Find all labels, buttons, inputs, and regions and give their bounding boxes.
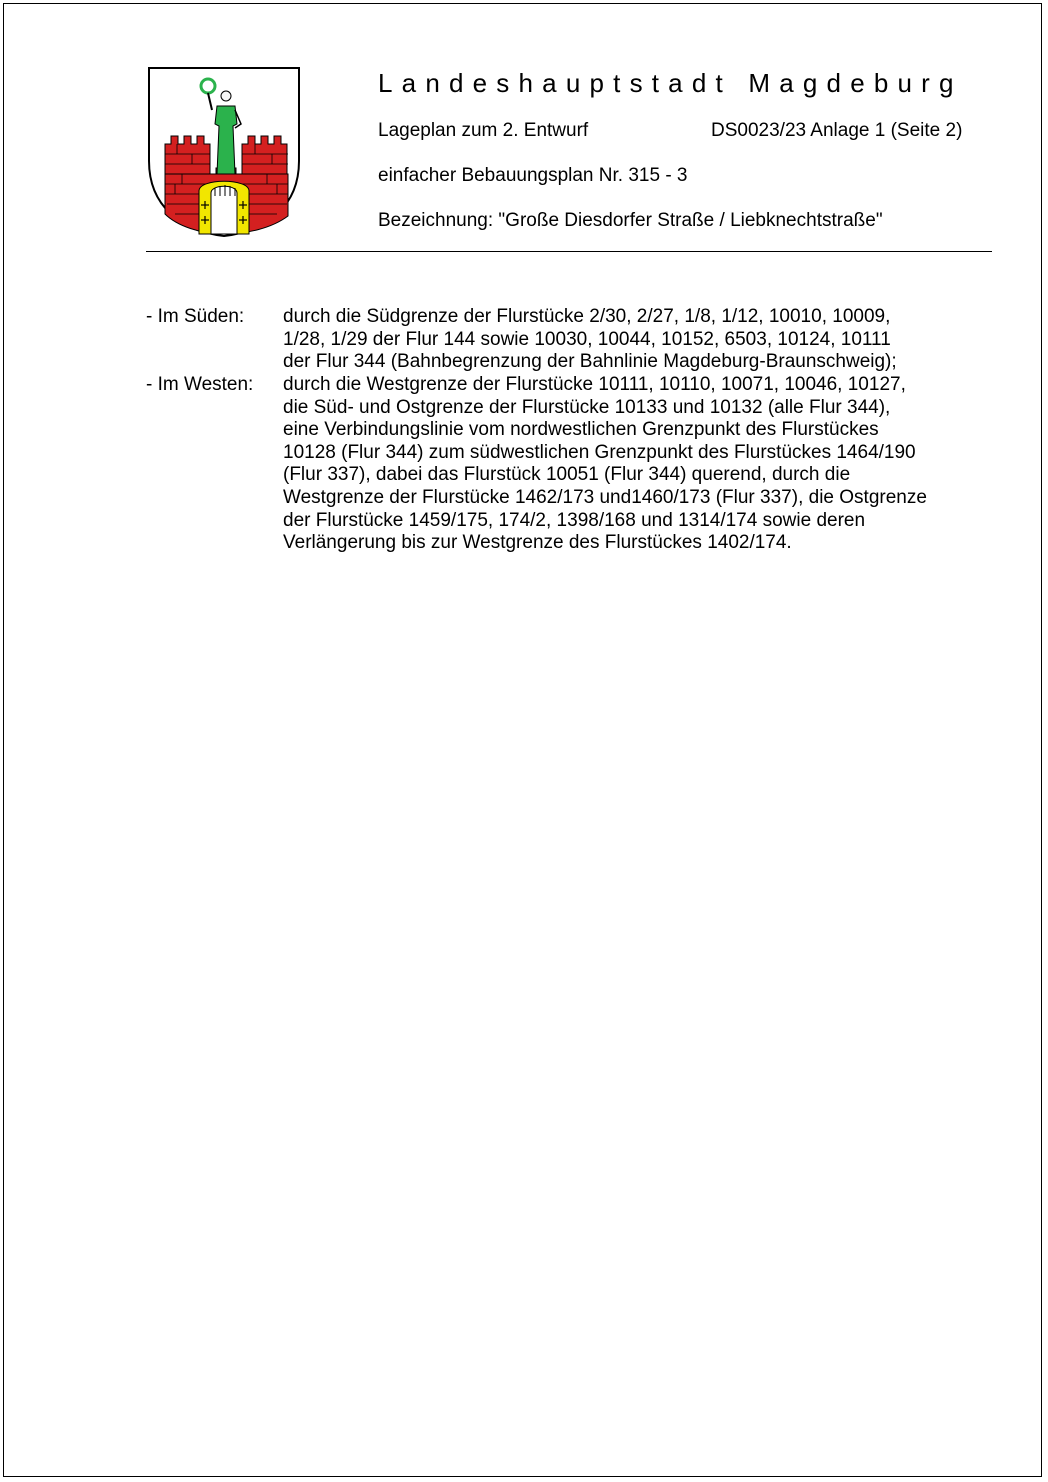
text-line: Westgrenze der Flurstücke 1462/173 und1460/173 (Flur 337), die Ostgrenze xyxy=(283,486,927,508)
city-title: Landeshauptstadt Magdeburg xyxy=(378,68,963,98)
section-label: - Im Süden: xyxy=(146,306,245,327)
text-line: der Flur 344 (Bahnbegrenzung der Bahnlinie Magdeburg-Braunschweig); xyxy=(283,351,897,373)
text-line: die Süd- und Ostgrenze der Flurstücke 10133 und 10132 (alle Flur 344), xyxy=(283,396,891,418)
header-divider xyxy=(146,251,992,252)
text-line: (Flur 337), dabei das Flurstück 10051 (Flur 344) querend, durch die xyxy=(283,464,851,486)
text-line: 1/28, 1/29 der Flur 144 sowie 10030, 10044, 10152, 6503, 10124, 10111 xyxy=(283,328,891,350)
text-line: durch die Südgrenze der Flurstücke 2/30, 2/27, 1/8, 1/12, 10010, 10009, xyxy=(283,306,891,327)
section-label: - Im Westen: xyxy=(146,374,254,395)
coat-of-arms-icon xyxy=(147,66,301,238)
section-text xyxy=(283,374,998,555)
text-line: Verlängerung bis zur Westgrenze des Flurstückes 1402/174. xyxy=(283,532,792,554)
text-line: durch die Westgrenze der Flurstücke 10111, 10110, 10071, 10046, 10127, xyxy=(283,374,906,395)
text-line: 10128 (Flur 344) zum südwestlichen Grenzpunkt des Flurstückes 1464/190 xyxy=(283,441,916,463)
text-line: eine Verbindungslinie vom nordwestlichen Grenzpunkt des Flurstückes xyxy=(283,419,879,441)
document-reference: DS0023/23 Anlage 1 (Seite 2) xyxy=(711,120,963,141)
section-text xyxy=(283,306,998,374)
text-line: der Flurstücke 1459/175, 174/2, 1398/168 und 1314/174 sowie deren xyxy=(283,509,866,531)
plan-number: einfacher Bebauungsplan Nr. 315 - 3 xyxy=(378,165,688,186)
plan-designation: Bezeichnung: "Große Diesdorfer Straße / Liebknechtstraße" xyxy=(378,210,883,231)
plan-title: Lageplan zum 2. Entwurf xyxy=(378,120,589,141)
